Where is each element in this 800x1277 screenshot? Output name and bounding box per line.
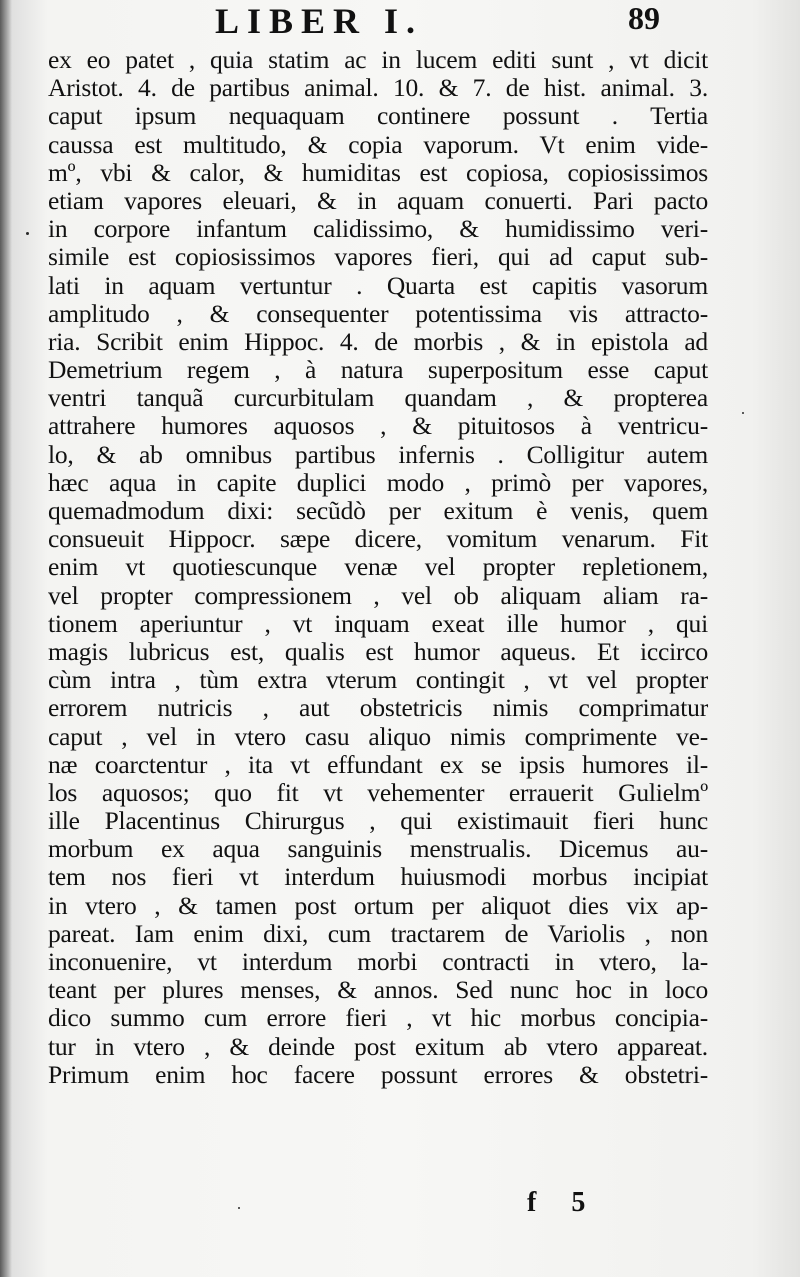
text-line: hæc aqua in capite duplici modo , primò per vapores, (48, 467, 708, 497)
signature-mark: f 5 (527, 1187, 600, 1218)
text-line: etiam vapores eleuari, & in aquam conuerti. Pari pacto (48, 185, 708, 215)
text-line: simile est copiosissimos vapores fieri, qui ad caput sub- (48, 242, 708, 272)
text-line: errorem nutricis , aut obstetricis nimis comprimatur (48, 693, 708, 723)
running-title: LIBER I. (215, 1, 424, 41)
text-line: lati in aquam vertuntur . Quarta est capitis vasorum (48, 270, 708, 300)
text-line: lo, & ab omnibus partibus infernis . Colligitur autem (48, 439, 708, 469)
text-line: vel propter compressionem , vel ob aliquam aliam ra- (48, 580, 708, 610)
text-line: enim vt quotiescunque venæ vel propter repletionem, (48, 552, 708, 582)
body-text (48, 46, 708, 1089)
text-line: ria. Scribit enim Hippoc. 4. de morbis , & in epistola ad (48, 326, 708, 356)
text-line: dico summo cum errore fieri , vt hic morbus concipia- (48, 1003, 708, 1033)
text-line: quemadmodum dixi: secũdò per exitum è venis, quem (48, 496, 708, 525)
text-line: Demetrium regem , à natura superpositum esse caput (48, 355, 708, 385)
text-line: tionem aperiuntur , vt inquam exeat ille humor , qui (48, 608, 708, 638)
text-line: in corpore infantum calidissimo, & humidissimo veri- (48, 214, 708, 244)
text-line: in vtero , & tamen post ortum per aliquot dies vix ap- (48, 890, 708, 920)
text-line: pareat. Iam enim dixi, cum tractarem de Variolis , non (48, 918, 708, 948)
text-line: ex eo patet , quia statim ac in lucem editi sunt , vt dicit (48, 45, 708, 74)
binding-shadow (0, 0, 12, 1277)
text-line: næ coarctentur , ita vt effundant ex se ipsis humores il- (48, 749, 708, 779)
text-line: tem nos fieri vt interdum huiusmodi morbus incipiat (48, 862, 708, 892)
page-number: 89 (628, 0, 660, 36)
ink-speck (742, 412, 744, 414)
text-line: ventri tanquã curcurbitulam quandam , & propterea (48, 383, 708, 413)
text-line: los aquosos; quo fit vt vehementer errauerit Gulielmº (48, 777, 708, 807)
text-line: morbum ex aqua sanguinis menstrualis. Dicemus au- (48, 834, 708, 864)
text-line: magis lubricus est, qualis est humor aqueus. Et iccirco (48, 636, 708, 666)
text-line: Aristot. 4. de partibus animal. 10. & 7. de hist. animal. 3. (48, 73, 708, 103)
text-line: amplitudo , & consequenter potentissima vis attracto- (48, 298, 708, 328)
text-line: Primum enim hoc facere possunt errores & obstetri- (48, 1059, 708, 1089)
text-line: cùm intra , tùm extra vterum contingit , vt vel propter (48, 665, 708, 695)
running-head (0, 0, 800, 44)
text-line: inconuenire, vt interdum morbi contracti in vtero, la- (48, 947, 708, 976)
text-line: caussa est multitudo, & copia vaporum. Vt enim vide- (48, 129, 708, 159)
text-line: caput , vel in vtero casu aliquo nimis comprimente ve- (48, 721, 708, 751)
text-line: attrahere humores aquosos , & pituitosos à ventricu- (48, 411, 708, 441)
text-line: caput ipsum nequaquam continere possunt . Tertia (48, 101, 708, 131)
text-line: ille Placentinus Chirurgus , qui existimauit fieri hunc (48, 806, 708, 836)
text-line: consueuit Hippocr. sæpe dicere, vomitum venarum. Fit (48, 524, 708, 554)
text-line: mº, vbi & calor, & humiditas est copiosa, copiosissimos (48, 157, 708, 187)
text-line: teant per plures menses, & annos. Sed nunc hoc in loco (48, 975, 708, 1005)
text-line: tur in vtero , & deinde post exitum ab vtero appareat. (48, 1031, 708, 1061)
ink-speck (26, 232, 29, 235)
ink-speck (238, 1207, 240, 1209)
